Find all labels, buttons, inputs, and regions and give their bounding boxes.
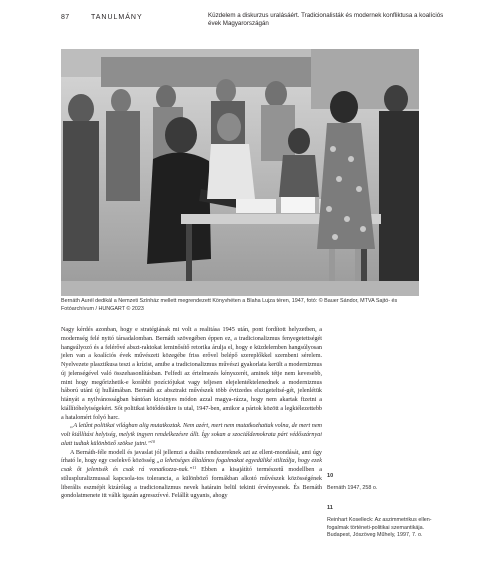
footnote-ref: 11: [192, 465, 197, 470]
paragraph: [61, 449, 322, 502]
historical-photograph: [61, 49, 419, 296]
figure-caption: Bernáth Aurél dedikál a Nemzeti Színház mellett megrendezett Könyvhéten a Blaha Lujza téren, 1947, fotó: © Bauer Sándor, MTVA Sajtó- és Fotóarchívum / HUNGART © 2023: [61, 298, 398, 312]
photo-illustration: [61, 49, 419, 296]
footnote-number: 10: [327, 473, 334, 479]
footnotes: [327, 473, 437, 543]
main-text-column: [61, 326, 322, 501]
footnote-text: Reinhart Koselleck: Az aszimmetrikus ellen-fogalmak történeti-politikai szemantikája. Budapest, Jószöveg Műhely, 1997, 7. o.: [327, 517, 432, 539]
quote-text: „A letűnt politikai világban alig mutatkoztak. Nem azért, mert nem mutatkozhattak volna, de mert nem volt kiállítási helyiség, melyik ingyen rendelkezésre állt. Így sokan a szociáldemokrata párt védőszárnyai alatt tudtak különböző szökse jutni.”: [61, 423, 322, 447]
footnote: [327, 505, 437, 540]
footnote: [327, 473, 437, 493]
footnote-text: Bernáth 1947, 258 o.: [327, 485, 378, 492]
paragraph-text-end: Ebben a kisajátító természetű modellben a stíluspluralizmussal kapcsola-tos tolerancia, a különböző formákban alkotó művészek közösségének liberális eszméjét kizárólag a tradicionalizmus nevek határain belül tekinti érvényesnek. És Bernáth gondolatmenete itt válik igazán agresszívvé. Felállít ugyanis, ahogy: [61, 467, 322, 500]
page-header: [61, 12, 461, 38]
page-number: 87: [61, 14, 70, 21]
footnote-number: 11: [327, 504, 333, 511]
paragraph: Nagy kérdés azonban, hogy e stratégiának mi volt a realitása 1945 után, pont fordított helyzetben, a modernség felé nyitó társadalomban. Bernáth szövegében éppen ez, a tradicionalizmus fenyegetettségét hangsúlyozó és a felérővé abszt-raktokat leminősítő retorika árulja el, hogy e küzdelemben hangsúlyosan jelen van a koalíciós évek művészeti közegébe friss erővel belépő szereplőkkel szembeni sérelem. Nyelvezete plasztikusa teszi a krízist, amibe a tradicionalizmus művészi gyakorlata került a modernizmus új jelenségével való összehasonlításban. Felfedi az értelmezés kényszerét, aminek tétje nem kevesebb, mint hogy megőrizhetik-e korábbi pozíciójukat vagy teljesen elejelentéktelenednek a modernizmus háború utáni új hullámában. Bernáth az absztrakt művészek több évtizedes elszigeteltsé-gét, jelenlétük hiányát a nyilvánosságban bántóan kicsinyes módon azzal magya-rázza, hogy nem akartak fizetni a kiállítóhelyiségekért. Sőt politikai kötődésükre is utal, 1947-ben, amikor a pártok között a legkiélezettebb a hatalomért folyó harc.: [61, 327, 322, 421]
section-label: TANULMÁNY: [91, 14, 143, 21]
block-quote: [61, 422, 322, 448]
footnote-ref: 10: [150, 438, 155, 444]
running-title: Küzdelem a diskurzus uralásáért. Tradicionalisták és modernek konfliktusa a koalíciós évek Magyarországán: [208, 12, 444, 27]
paragraph-text-start: A Bernáth-féle modell és javaslat jól jellemzi a duális rendszereknek azt az ellent-mondását, ami úgy írható le, hogy egy cselekvő közösség: [61, 449, 322, 465]
quoted-phrase: „a lehetséges általános fogalmakat egyedüliké stilizálja, hogy ezek csak őt jelentsék és csak rá vonatkozza-nak.”: [61, 458, 322, 473]
